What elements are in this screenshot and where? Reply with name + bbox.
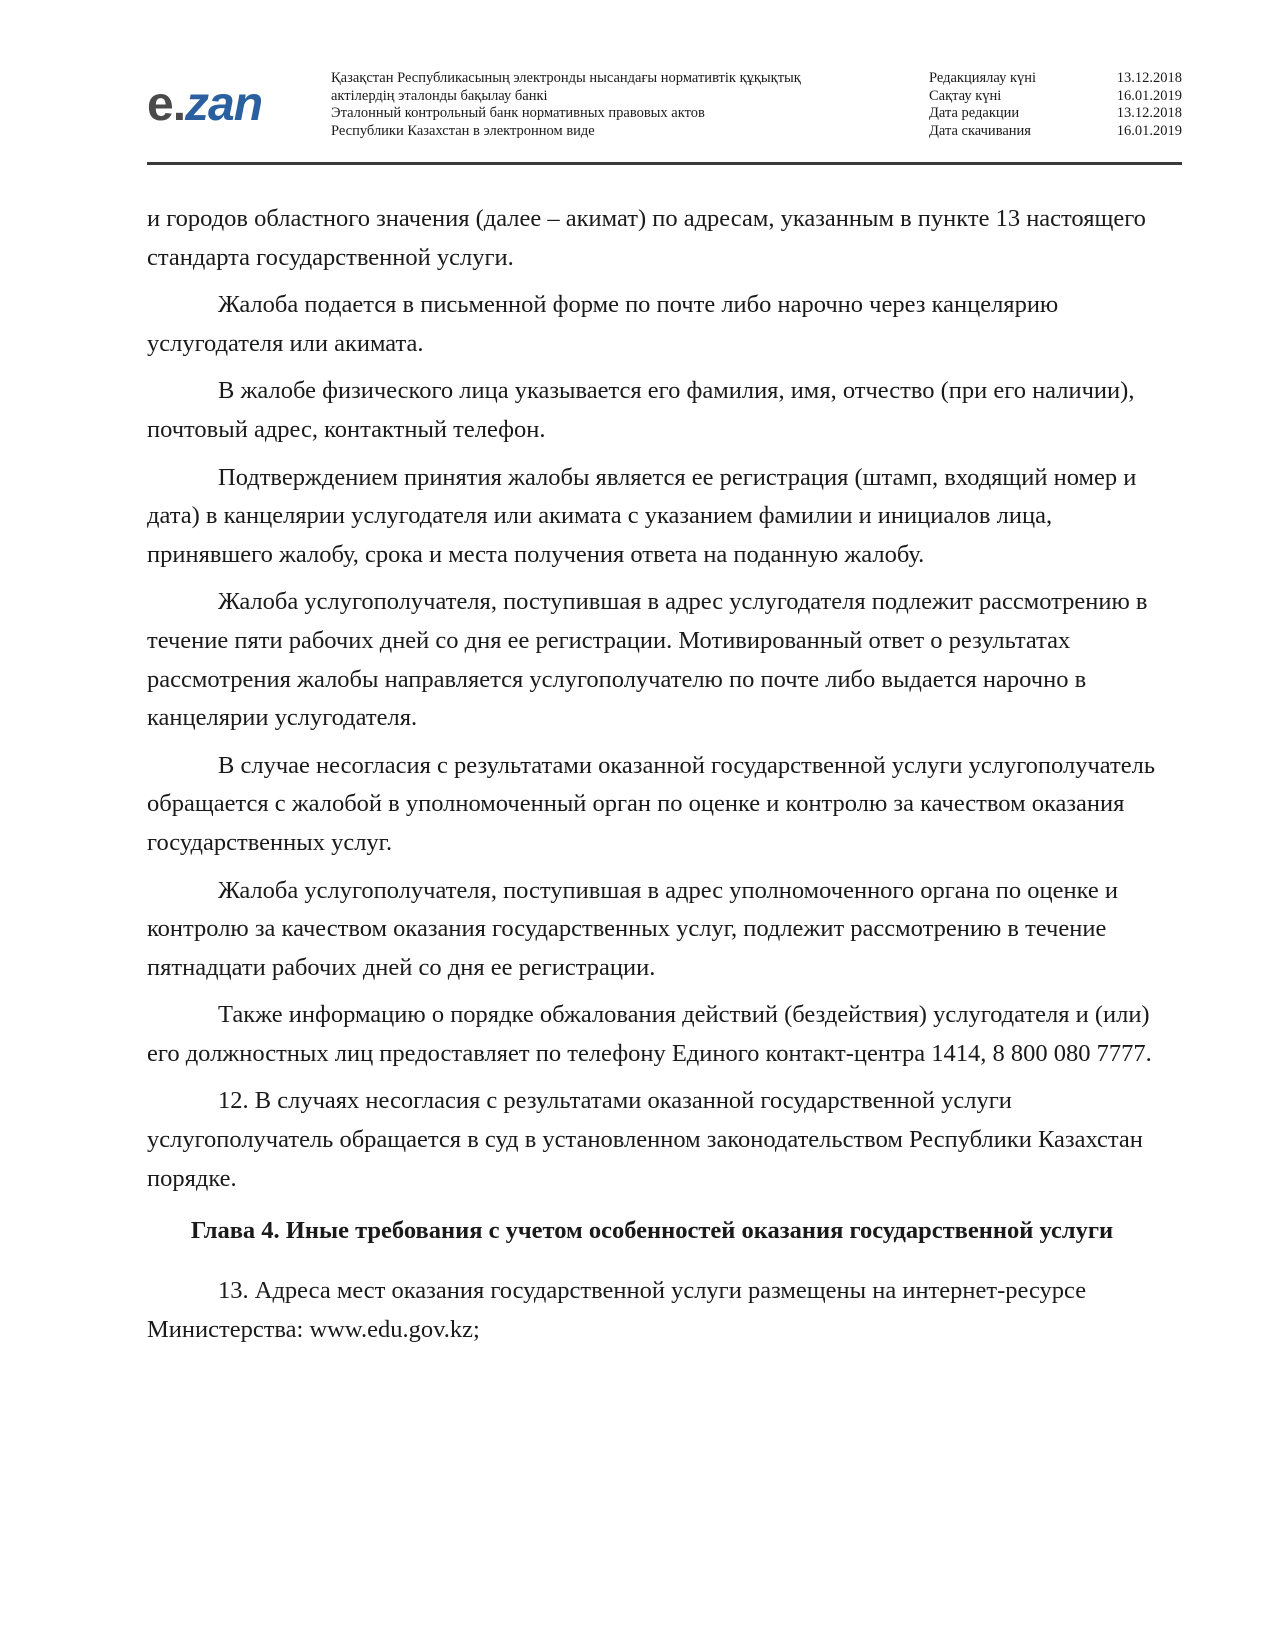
paragraph: Жалоба услугополучателя, поступившая в адрес услугодателя подлежит рассмотрению в течение пяти рабочих дней со дня ее регистрации. Мотивированный ответ о результатах рассмотрения жалобы направляется услугополучателю по почте либо выдается нарочно в канцелярии услугодателя. bbox=[147, 588, 1148, 732]
chapter-heading: Глава 4. Иные требования с учетом особенностей оказания государственной услуги bbox=[190, 1217, 1114, 1245]
meta-value: 13.12.2018 bbox=[1116, 70, 1182, 86]
meta-row-edit-date-kz bbox=[929, 70, 1182, 88]
paragraph: В случае несогласия с результатами оказанной государственной услуги услугополучатель обращается с жалобой в уполномоченный орган по оценке и контролю за качеством оказания государственных услуг. bbox=[147, 751, 1155, 856]
paragraph: Жалоба подается в письменной форме по почте либо нарочно через канцелярию услугодателя или акимата. bbox=[147, 291, 1059, 357]
meta-label: Дата скачивания bbox=[929, 122, 1031, 139]
header-line-2: актілердің эталонды бақылау банкі bbox=[331, 87, 548, 104]
header-line-1: Қазақстан Республикасының электронды нысандағы нормативтік құқықтық bbox=[331, 70, 801, 86]
paragraph: Подтверждением принятия жалобы является ее регистрация (штамп, входящий номер и дата) в канцелярии услугодателя или акимата с указанием фамилии и инициалов лица, принявшего жалобу, срока и места получения ответа на поданную жалобу. bbox=[147, 463, 1137, 568]
header-line-4: Республики Казахстан в электронном виде bbox=[331, 122, 595, 139]
logo-dot: . bbox=[172, 78, 186, 131]
ezan-logo bbox=[147, 78, 263, 131]
logo-e: e bbox=[147, 78, 173, 131]
document-body bbox=[147, 200, 1157, 1358]
meta-value: 13.12.2018 bbox=[1116, 105, 1182, 121]
paragraph-item-13: 13. Адреса мест оказания государственной услуги размещены на интернет-ресурсе Министерства: www.edu.gov.kz; bbox=[147, 1277, 1087, 1343]
document-header bbox=[147, 64, 1182, 168]
header-meta bbox=[929, 70, 1182, 140]
paragraph: Жалоба услугополучателя, поступившая в адрес уполномоченного органа по оценке и контролю за качеством оказания государственных услуг, подлежит рассмотрению в течение пятнадцати рабочих дней со дня ее регистрации. bbox=[147, 876, 1119, 981]
header-line-3: Эталонный контрольный банк нормативных правовых актов bbox=[331, 105, 705, 121]
meta-row-save-date-kz bbox=[929, 88, 1182, 106]
header-divider bbox=[147, 162, 1182, 165]
meta-row-download-date-ru bbox=[929, 123, 1182, 141]
logo-zan: zan bbox=[185, 78, 263, 131]
paragraph: В жалобе физического лица указывается его фамилия, имя, отчество (при его наличии), почтовый адрес, контактный телефон. bbox=[147, 377, 1135, 443]
meta-label: Дата редакции bbox=[929, 105, 1020, 121]
paragraph: Также информацию о порядке обжалования действий (бездействия) услугодателя и (или) его должностных лиц предоставляет по телефону Единого контакт-центра 1414, 8 800 080 7777. bbox=[147, 1001, 1152, 1067]
meta-label: Редакциялау күні bbox=[929, 70, 1037, 86]
meta-value: 16.01.2019 bbox=[1116, 122, 1182, 139]
meta-value: 16.01.2019 bbox=[1116, 87, 1182, 104]
meta-row-edit-date-ru bbox=[929, 105, 1182, 123]
paragraph-continuation: и городов областного значения (далее – акимат) по адресам, указанным в пункте 13 настоящего стандарта государственной услуги. bbox=[147, 205, 1146, 271]
paragraph-item-12: 12. В случаях несогласия с результатами оказанной государственной услуги услугополучатель обращается в суд в установленном законодательством Республики Казахстан порядке. bbox=[147, 1087, 1143, 1192]
meta-label: Сақтау күні bbox=[929, 87, 1002, 104]
header-description bbox=[331, 70, 891, 140]
